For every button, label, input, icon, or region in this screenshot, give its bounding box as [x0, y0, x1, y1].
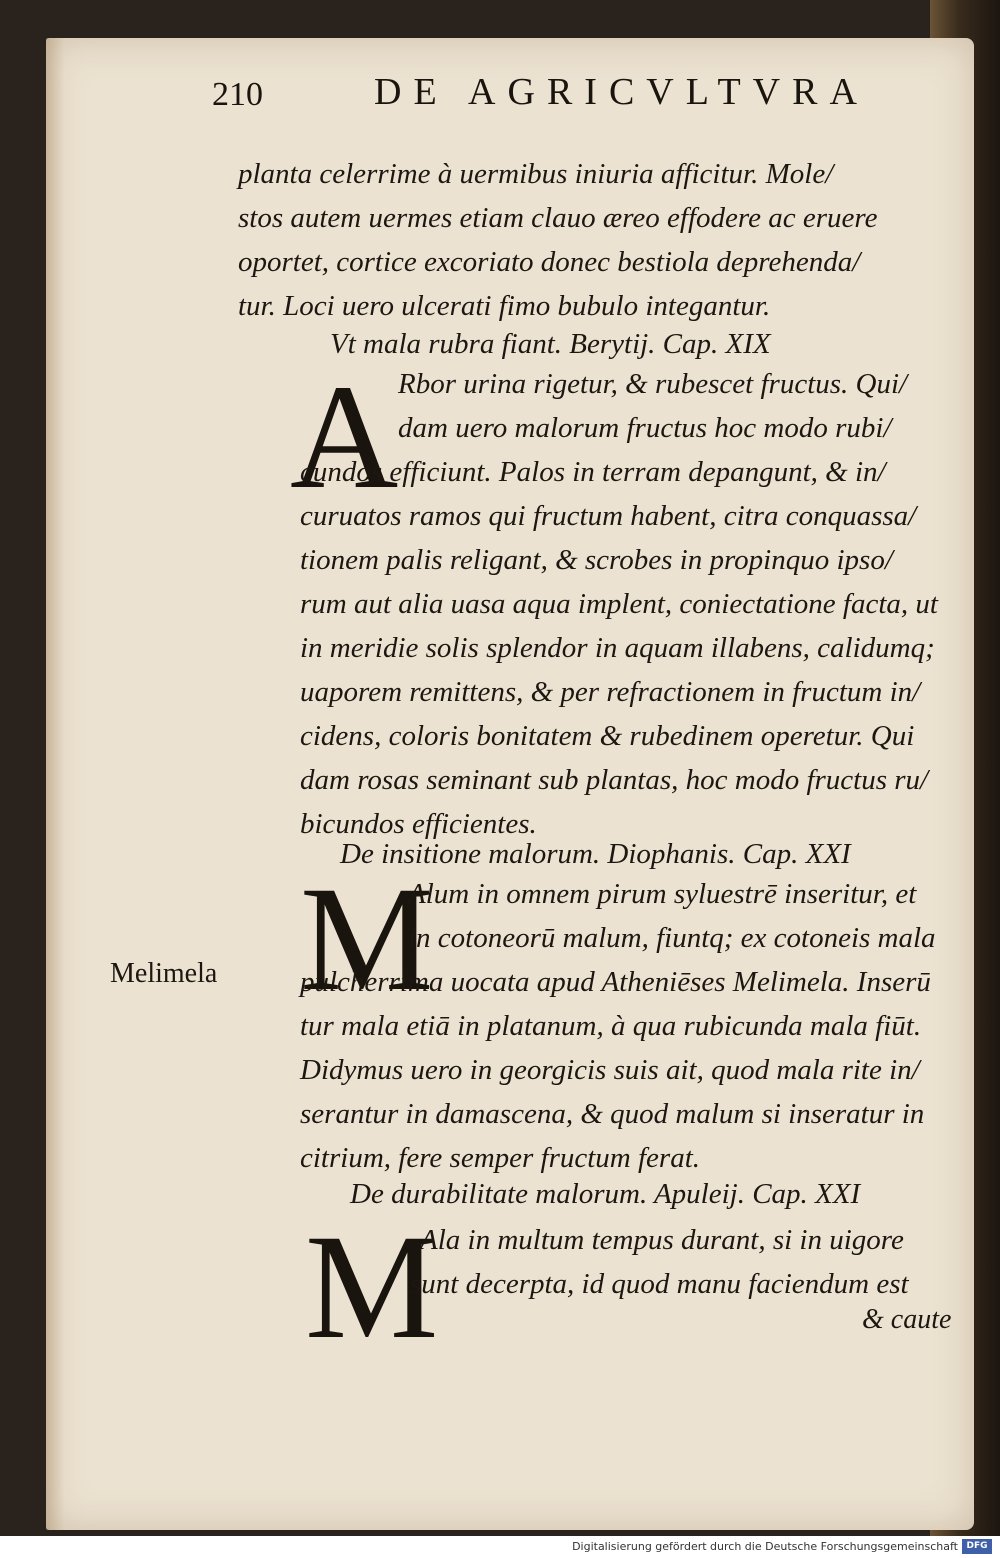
text-line: tur mala etiā in platanum, à qua rubicunda mala fiūt.	[300, 1010, 922, 1042]
text-line: in cotoneorū malum, fiuntq; ex cotoneis mala	[408, 922, 936, 954]
chapter-heading: De insitione malorum. Diophanis. Cap. XXI	[340, 838, 851, 870]
text-line: sunt decerpta, id quod manu faciendum est	[410, 1268, 909, 1300]
text-line: pulcherrima uocata apud Atheniēses Melimela. Inserū	[300, 966, 931, 998]
text-line: curuatos ramos qui fructum habent, citra conquassa/	[300, 500, 917, 532]
text-line: Alum in omnem pirum syluestrē inseritur, et	[408, 878, 917, 910]
text-line: dam uero malorum fructus hoc modo rubi/	[398, 412, 892, 444]
chapter-heading: De durabilitate malorum. Apuleij. Cap. XXI	[350, 1178, 861, 1210]
drop-cap-initial: M	[300, 856, 434, 1022]
text-line: planta celerrime à uermibus iniuria afficitur. Mole/	[238, 158, 834, 190]
text-line: Ala in multum tempus durant, si in uigore	[420, 1224, 904, 1256]
text-line: serantur in damascena, & quod malum si inseratur in	[300, 1098, 925, 1130]
text-line: tionem palis religant, & scrobes in propinquo ipso/	[300, 544, 893, 576]
text-line: oportet, cortice excoriato donec bestiola deprehenda/	[238, 246, 861, 278]
text-line: uaporem remittens, & per refractionem in fructum in/	[300, 676, 921, 708]
page-number: 210	[212, 76, 263, 113]
text-line: rum aut alia uasa aqua implent, coniectatione facta, ut	[300, 588, 938, 620]
dfg-logo-icon: DFG	[962, 1539, 992, 1554]
margin-note: Melimela	[110, 958, 218, 989]
text-line: cundos efficiunt. Palos in terram depangunt, & in/	[300, 456, 886, 488]
drop-cap-initial: A	[290, 354, 399, 520]
text-line: stos autem uermes etiam clauo æreo effodere ac eruere	[238, 202, 878, 234]
footer-credit: Digitalisierung gefördert durch die Deutsche Forschungsgemeinschaft	[572, 1540, 958, 1553]
text-line: Rbor urina rigetur, & rubescet fructus. Qui/	[398, 368, 908, 400]
chapter-heading: Vt mala rubra fiant. Berytij. Cap. XIX	[330, 328, 771, 360]
text-line: Didymus uero in georgicis suis ait, quod mala rite in/	[300, 1054, 920, 1086]
footer-bar	[0, 1536, 1000, 1558]
running-title: DE AGRICVLTVRA	[374, 71, 869, 113]
text-line: bicundos efficientes.	[300, 808, 537, 840]
text-line: cidens, coloris bonitatem & rubedinem operetur. Qui	[300, 720, 915, 752]
text-line: dam rosas seminant sub plantas, hoc modo fructus ru/	[300, 764, 929, 796]
page-header	[212, 70, 912, 120]
text-line: in meridie solis splendor in aquam illabens, calidumq;	[300, 632, 935, 664]
text-line: citrium, fere semper fructum ferat.	[300, 1142, 701, 1174]
drop-cap-initial: M	[305, 1204, 439, 1370]
catchword: & caute	[862, 1304, 952, 1335]
text-line: tur. Loci uero ulcerati fimo bubulo integantur.	[238, 290, 771, 322]
